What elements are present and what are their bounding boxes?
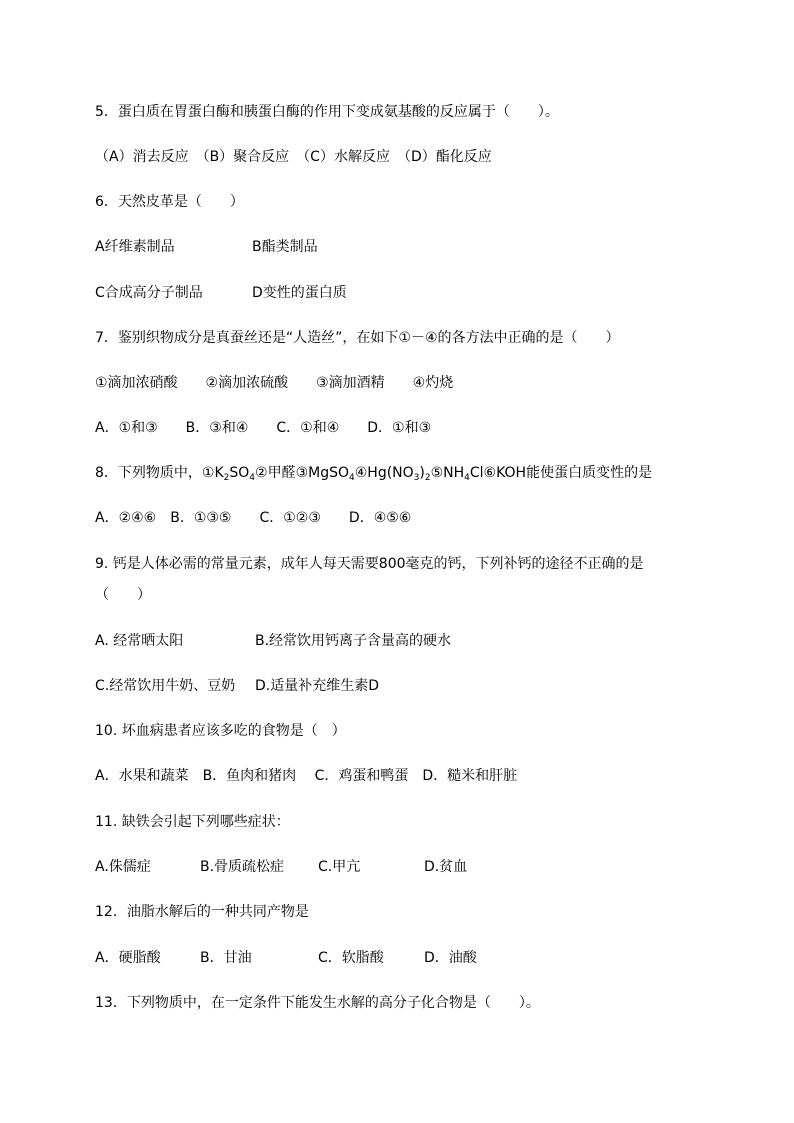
q11-stem: 11. 缺铁会引起下列哪些症状：	[95, 814, 290, 830]
q10-options: A．水果和蔬菜 B．鱼肉和猪肉 C．鸡蛋和鸭蛋 D．糙米和肝脏	[95, 768, 518, 784]
q9-option-c: C.经常饮用牛奶、豆奶	[95, 678, 236, 694]
q6-options-row1	[95, 238, 318, 256]
q12-option-c: C．软脂酸	[318, 950, 384, 966]
q5-options: （A）消去反应 （B）聚合反应 （C）水解反应 （D）酯化反应	[95, 149, 492, 165]
q11-option-c: C.甲亢	[318, 859, 361, 875]
q9-options-row1	[95, 632, 451, 650]
q11-option-a: A.侏儒症	[95, 859, 151, 875]
q12-option-a: A．硬脂酸	[95, 950, 161, 966]
q9-stem-line1: 9. 钙是人体必需的常量元素，成年人每天需要800毫克的钙，下列补钙的途径不正确的是	[95, 556, 644, 572]
q7-stem: 7．鉴别织物成分是真蚕丝还是“人造丝”，在如下①－④的各方法中正确的是（ ）	[95, 330, 620, 346]
q11-option-b: B.骨质疏松症	[200, 859, 285, 875]
q6-option-a: A纤维素制品	[95, 239, 175, 255]
q12-option-d: D．油酸	[424, 950, 477, 966]
q9-options-row2	[95, 677, 379, 695]
q13-stem: 13．下列物质中，在一定条件下能发生水解的高分子化合物是（ ）。	[95, 995, 540, 1011]
q6-options-row2	[95, 284, 347, 302]
q7-options: A．①和③ B．③和④ C．①和④ D．①和③	[95, 420, 432, 436]
q11-option-d: D.贫血	[424, 859, 468, 875]
q12-stem: 12．油脂水解后的一种共同产物是	[95, 904, 309, 920]
q8-options: A．②④⑥ B．①③⑤ C．①②③ D．④⑤⑥	[95, 510, 412, 526]
q9-option-a: A. 经常晒太阳	[95, 633, 184, 649]
q12-options	[95, 949, 477, 967]
q10-stem: 10. 坏血病患者应该多吃的食物是（ ）	[95, 723, 346, 739]
q9-option-d: D.适量补充维生素D	[255, 678, 380, 694]
q6-option-b: B酯类制品	[252, 239, 318, 255]
q12-option-b: B．甘油	[200, 950, 252, 966]
q6-stem: 6．天然皮革是（ ）	[95, 194, 244, 210]
q11-options	[95, 858, 467, 876]
q7-methods: ①滴加浓硝酸 ②滴加浓硫酸 ③滴加酒精 ④灼烧	[95, 375, 454, 391]
q8-stem: 8．下列物质中，$①K_2SO_4②$甲醛$③MgSO_4④Hg(NO_3)_2⑤NH_4Cl⑥KOH$能使蛋白质变性的是	[95, 465, 653, 483]
q6-option-d: D变性的蛋白质	[252, 285, 347, 301]
q9-stem-line2: （ ）	[95, 587, 151, 603]
q5-stem: 5．蛋白质在胃蛋白酶和胰蛋白酶的作用下变成氨基酸的反应属于（ ）。	[95, 104, 559, 120]
q9-option-b: B.经常饮用钙离子含量高的硬水	[255, 633, 452, 649]
q6-option-c: C合成高分子制品	[95, 285, 203, 301]
